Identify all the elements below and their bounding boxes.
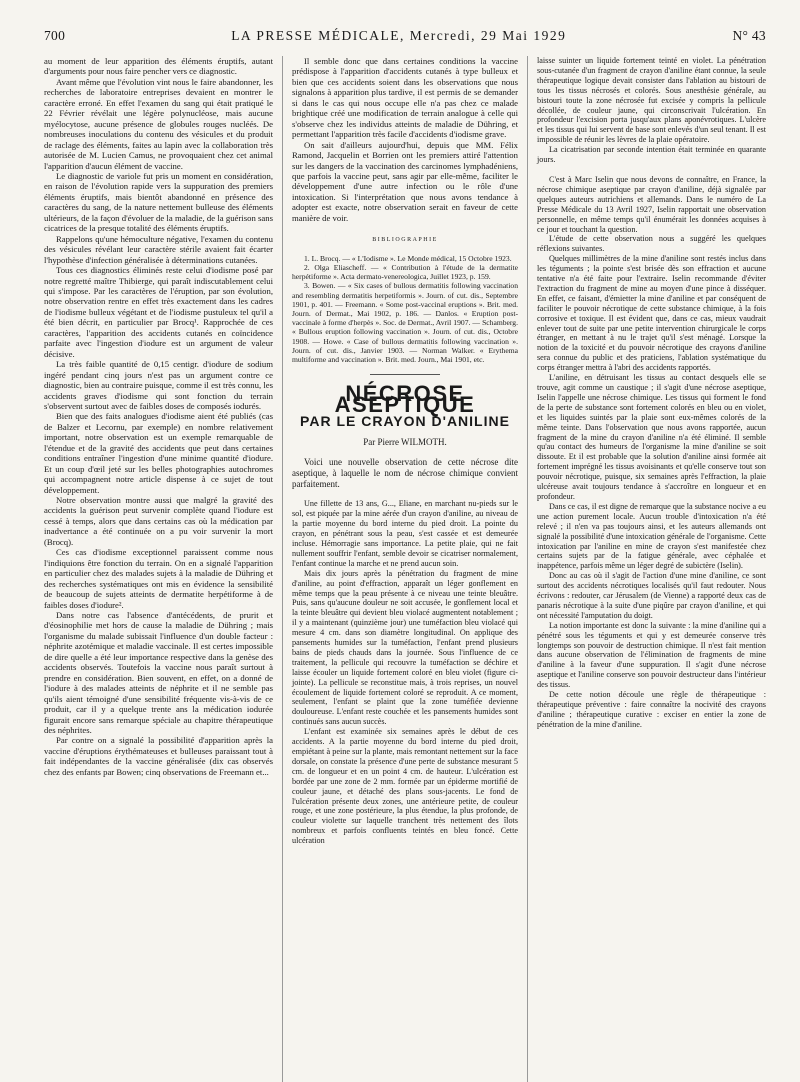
paragraph: Dans notre cas l'absence d'antécédents, de prurit et d'éosinophilie met hors de cause la maladie de Dühring ; mais l'organisme du malade subissait l'influence d'un double facteur : néphrite azotémique et maladie vaccinale. Il est certes impossible de dire quelle a été leur importance respective dans la genèse des accidents observés. Toutefois la vaccine nous paraît surtout à prendre en considération. Bien souvent, en effet, on a donné de l'iodure à des malades atteints de néphrite et il ne semble pas qu'ils aient témoigné d'une sensibilité fréquente vis-à-vis de ce produit, car il y a quelque trente ans la médication iodurée figurait encore sans remarque spéciale au chapitre thérapeutique des néphrites. (44, 610, 273, 735)
paragraph: La cicatrisation par seconde intention était terminée en quarante jours. (537, 145, 766, 165)
paragraph: laisse suinter un liquide fortement teinté en violet. La pénétration sous-cutanée d'un fragment de crayon d'aniline étant connue, la seule thérapeutique logique devait consister dans l'ablation au bistouri de tous les tissus nécrosés et colorés. Sous anesthésie générale, au bistouri toute la zone nécrosée fut excisée y compris la pellicule décollée, de couleur jaune, qui circonscrivait l'ulcération. En profondeur l'excision porta jusqu'aux plans aponévrotiques. L'ulcère et les tissus qui lui servent de base sont enlevés d'un seul tenant. Il est impossible de réunir les lèvres de la plaie opératoire. (537, 56, 766, 145)
paragraph: Avant même que l'évolution vint nous le faire abandonner, les recherches de laboratoire entreprises devaient en montrer le caractère erroné. En effet l'examen du sang qui était pratiqué le 22 Février révélait une légère polynucléose, mais aucune myélocytose, aucune présence de globules rouges nucléés. De nombreuses inoculations du contenu des vésicules et du produit de raclage des éléments, faites au lapin avec la collaboration très autorisée de M. Lucien Camus, ne provoquaient chez cet animal l'apparition d'aucun élément de vaccine. (44, 76, 273, 171)
paragraph: Mais dix jours après la pénétration du fragment de mine d'aniline, au point d'effraction, apparaît un léger gonflement en même temps que la peau présente à ce niveau une teinte bleuâtre. Puis, sans qu'aucune douleur ne soit accusée, le gonflement local et la teinte bleuâtre qui devient bleu violacé augmentent notablement ; il y a maintenant (quinzième jour) une tuméfaction bleu violacé qui mesure 4 cm. dans son diamètre longitudinal. On applique des pansements humides sur la tuméfaction, l'enfant prend plusieurs bains de pieds chauds dans la journée. Sous l'influence de ce traitement, la pellicule qui recouvre la tuméfaction se déchire et laisse écouler un liquide fortement coloré en bleu violet (figure ci-jointe). La pellicule se reconstitue mais, à trois reprises, un nouvel écoulement de liquide fortement coloré se reproduit. A ce moment, seulement, l'enfant se plaint que la zone tuméfiée devienne douloureuse. L'enfant reste couchée et les pansements humides sont continués sans aucun succès. (292, 568, 518, 727)
paragraph: Tous ces diagnostics éliminés reste celui d'iodisme posé par notre regretté maître Thibierge, qui paraît indiscutablement celui qui s'impose. Par les caractères de l'éruption, par son évolution, notre observation rentre en effet très exactement dans les cadres de l'iodisme bulleux végétant et de l'iodisme pustuleux tel qu'il a été bien décrit, en particulier par Brocq¹. Rapprochée de ces caractères, l'apparition des accidents cutanés en coïncidence parfaite avec l'ingestion d'iodure est un argument de valeur décisive. (44, 265, 273, 359)
paragraph: Ces cas d'iodisme exceptionnel paraissent comme nous l'indiquions être fonction du terrain. On en a signalé l'apparition en particulier chez des malades sujets à la maladie de Dühring et des recherches systématiques ont mis en évidence la sensibilité de beaucoup de sujets atteints de dermatite herpétiforme à de faibles doses d'iodure². (44, 547, 273, 610)
paragraph: De cette notion découle une règle de thérapeutique : thérapeutique préventive : faire connaître la nocivité des crayons d'aniline ; thérapeutique curative : exciser en entier la zone de pénétration de la mine d'aniline. (537, 690, 766, 729)
paragraph: Une fillette de 13 ans, G..., Eliane, en marchant nu-pieds sur le sol, est piquée par la mine aérée d'un crayon d'aniline, au niveau de la partie moyenne du bord interne du pied droit. La pointe du crayon, en pénétrant sous la peau, s'est cassée et est demeurée incluse. Hémorragie sans importance. La petite plaie, qui ne fait nullement souffrir l'enfant, semble devoir se cicatriser normalement, l'enfant continue la marche et ne prend aucun soin. (292, 499, 518, 568)
paragraph: Quelques millimètres de la mine d'aniline sont restés inclus dans les téguments ; la pointe s'est brisée dès son effraction et aucune tentative n'a été faite pour l'extraire. Iselin recommande d'éviter l'extraction du fragment de mine au moyen d'une pince à disséquer. En effet, ce faisant, d'émietter la mine d'aniline et par conséquent de faciliter le pouvoir nécrotique de cette substance chimique, à la fois corrosive et toxique. Il est évident que, dans ce cas, mieux vaudrait enlever tout de suite par une petite intervention chirurgicale le corps étranger, en mettant à nu le trajet qu'il s'est ménagé. Lorsque la notion de la toxicité et du pouvoir nécrotique des crayons d'aniline sera connue du public et des praticiens, l'ablation systématique du corps étranger mettra à l'abri des accidents rapportés. (537, 254, 766, 373)
paragraph: L'enfant est examinée six semaines après le début de ces accidents. A la partie moyenne du bord interne du pied droit, empiétant à peine sur la plante, mais remontant nettement sur la face dorsale, on constate la présence d'une perte de substance mesurant 5 cm. de longueur et en un point 4 cm. de hauteur. L'ulcération est bordée par une zone de 2 mm. formée par un épiderme mortifié de couleur jaune, et détaché des plans sous-jacents. Le fond de l'ulcération présente deux zones, une antérieure petite, de couleur rouge, et une zone postérieure, la plus étendue, la plus profonde, de couleur violette sur laquelle tranchent très nettement des îlots nombreux et parfois confluents teintés en bleu foncé. Cette ulcération (292, 727, 518, 846)
bibliography-entry: 3. Bowen. — « Six cases of bullous dermatitis following vaccination and resembling dermatitis herpetiformis ». Journ. of cut. dis., Septembre 1901, p. 401. — Freemann. « Some post-vaccinal eruptions ». Brit. med. Journ. of Dermat., Mai 1902, p. 186. — Danlos. « Eruption post-vaccinale à forme d'herpès ». Soc. de Dermat., Avril 1907. — Schamberg. « Bullous eruption following vaccination ». Journ. of cut. dis., Octobre 1908. — Howe. « Case of bullous dermatitis following vaccination ». Journ. of cut. dis., Janvier 1903. — Norman Walker. « Erythema multiforme and vaccination ». Brit. med. Journ., Mai 1901, etc. (292, 281, 518, 364)
paragraph: La très faible quantité de 0,15 centigr. d'iodure de sodium ingéré pendant cinq jours n'est pas un argument contre ce diagnostic, bien au contraire puisque, comme il est très connu, les accidents graves d'iodisme qui sont fonction du terrain s'observent surtout avec de faibles doses de composés iodurés. (44, 359, 273, 411)
paragraph: Le diagnostic de variole fut pris un moment en considération, en raison de l'évolution rapide vers la suppuration des premiers éléments éruptifs, mais bientôt abandonné en présence des caractères du sang, de la nature nettement bulleuse des éléments ultérieurs, de la façon d'évoluer de la maladie, de la guérison sans cicatrices de la presque totalité des éléments éruptifs. (44, 170, 273, 234)
journal-title: LA PRESSE MÉDICALE, Mercredi, 29 Mai 1929 (231, 28, 567, 43)
column-right (527, 56, 766, 1082)
paragraph: La notion importante est donc la suivante : la mine d'aniline qui a pénétré sous les téguments et qui y est demeurée conserve très longtemps son pouvoir de destruction chimique. Il n'est fait mention dans aucune observation de l'élimination de fragments de mine d'aniline à la faveur d'une suppuration. Il s'agit d'une nécrose aseptique et l'aniline conserve son pouvoir destructeur dans l'intérieur des tissus. (537, 620, 766, 690)
paragraph: Rappelons qu'une hémoculture négative, l'examen du contenu des vésicules révélant leur caractère stérile avaient fait écarter l'hypothèse d'infection généralisée à déterminations cutanées. (44, 233, 273, 265)
issue-number: N° 43 (732, 28, 766, 43)
article-title: NÉCROSE ASEPTIQUE (334, 381, 476, 417)
bibliography-heading: BIBLIOGRAPHIE (372, 237, 438, 244)
paragraph: Donc au cas où il s'agit de l'action d'une mine d'aniline, ce sont surtout des accidents nécrotiques localisés qu'il faut redouter. Nous écrivons : redouter, car Jérusalem (de Vienne) a rapporté deux cas de panaris nécrotique à la suite d'une piqûre par crayon d'aniline, et qui ont nécessité l'amputation du doigt. (537, 571, 766, 620)
page-number: 700 (44, 28, 66, 43)
divider (370, 374, 440, 375)
article-byline: Par Pierre WILMOTH. (363, 436, 447, 447)
bibliography-entry: 1. L. Brocq. — « L'Iodisme ». Le Monde médical, 15 Octobre 1923. (304, 253, 512, 263)
article-body (292, 499, 518, 846)
page-header (44, 28, 766, 44)
paragraph: Notre observation montre aussi que malgré la gravité des accidents la guérison peut survenir complète quand l'iodure est cessé à temps, alors que dans certains cas où la médication par inadvertance a été continuée on a pu voir survenir la mort (Brocq). (44, 495, 273, 547)
paragraph: On sait d'ailleurs aujourd'hui, depuis que MM. Félix Ramond, Jacquelin et Borrien ont les premiers attiré l'attention sur les dangers de la vaccination des carcinomes lymphadéniens, que parfois la vaccine peut, sans agir par elle-même, faciliter le développement d'une autre infection ou le rôle d'une intoxication. Si l'interprétation que nous avons tendance à adopter est exacte, notre observation serait en faveur de cette manière de voir. (292, 139, 518, 223)
paragraph: Bien que des faits analogues d'iodisme aient été publiés (cas de Balzer et Lecornu, par exemple) en nombre relativement important, notre observation est un exemple remarquable de l'étendue et de la gravité des accidents que peut dans certaines conditions entraîner l'ingestion d'une minime quantité d'iodure. Et un coup d'œil jeté sur les belles photographies autochromes qui accompagnent notre article dispense à ce sujet de tout développement. (44, 411, 273, 495)
column-left (44, 56, 282, 1082)
paragraph: au moment de leur apparition des éléments éruptifs, autant d'arguments pour nous faire pencher vers ce diagnostic. (44, 56, 273, 77)
paragraph: Il semble donc que dans certaines conditions la vaccine prédispose à l'apparition d'accidents cutanés à type bulleux et bien que ces accidents soient dans les observations que nous signalons à apparition plus tardive, il est permis de se demander si dans le cas qui nous occupe elle n'a pas chez ce malade brightique créé une modification de terrain analogue à celle qui s'observe chez les individus atteints de maladie de Dühring, et permettant l'apparition très facile d'accidents d'iodisme grave. (292, 56, 518, 140)
paragraph: L'aniline, en détruisant les tissus au contact desquels elle se trouve, agit comme un caustique ; il s'agit d'une nécrose aseptique, Iselin l'appelle une nécrose chimique. Les tissus qui forment le fond de la perte de substance sont fortement colorés en bleu ou en violet, et les liquides suintés par la plaie sont eux-mêmes colorés de la même teinte. Dans l'observation que nous avons rapportée, aucun fragment de la mine du crayon d'aniline n'a été éliminé. Il semble qu'au contact des humeurs de l'organisme la mine d'aniline se soit dissoute. Et il est probable que la solution d'aniline ainsi formée ait fortement imprégné les tissus avoisinants et qu'elle conserve tout son pouvoir nécrotique, puisque, six semaines après l'effraction, la plaie ulcéreuse avait toujours tendance à s'accroître en longueur et en profondeur. (537, 373, 766, 501)
paragraph: L'étude de cette observation nous a suggéré les quelques réflexions suivantes. (537, 234, 766, 254)
bibliography (292, 254, 518, 364)
article-intro: Voici une nouvelle observation de cette nécrose dite aseptique, à laquelle le nom de nécrose chimique convient parfaitement. (292, 456, 518, 489)
paragraph: Dans ce cas, il est digne de remarque que la substance nocive a eu une action purement locale. Aucun trouble d'intoxication n'a été relevé ; il n'en va pas toujours ainsi, et les auteurs allemands ont signalé la possibilité d'une intoxication générale de l'organisme. Cette intoxication par l'aniline en mine de crayon s'est manifestée chez certains sujets par de la fatigue générale, avec céphalée et inappétence, parfois même un léger degré de subictère (Iselin). (537, 501, 766, 571)
article-subtitle: PAR LE CRAYON D'ANILINE (300, 413, 510, 430)
paragraph: Par contre on a signalé la possibilité d'apparition après la vaccine d'éruptions érythémateuses et bulleuses paraissant tout à fait indépendantes de la vaccine généralisée (dix cas observés chez des enfants par Bowen; cinq observations de Freemann et... (44, 735, 273, 777)
paragraph: C'est à Marc Iselin que nous devons de connaître, en France, la nécrose chimique aseptique par crayon d'aniline, déjà signalée par quelques auteurs autrichiens et allemands. Dans le numéro de La Presse Médicale du 13 Avril 1927, Iselin rapportait une observation personnelle, en même temps qu'il énumérait les données acquises à ce jour et touchant la question. (537, 174, 766, 234)
column-middle (282, 56, 527, 1082)
bibliography-entry: 2. Olga Eliascheff. — « Contribution à l'étude de la dermatite herpétiforme ». Acta dermato-venereologica, Juillet 1923, p. 159. (292, 262, 518, 282)
